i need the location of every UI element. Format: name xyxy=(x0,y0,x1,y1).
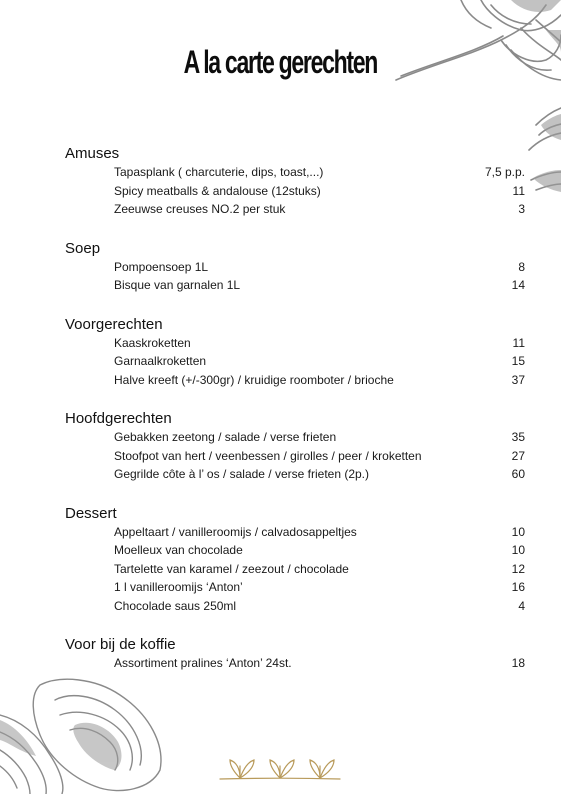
menu-item xyxy=(65,276,525,295)
menu xyxy=(65,145,525,694)
item-name: Garnaalkroketten xyxy=(114,354,207,368)
section-title: Soep xyxy=(65,239,101,257)
item-price: 10 xyxy=(511,543,525,557)
item-name: Stoofpot van hert / veenbessen / girolles / peer / kroketten xyxy=(114,448,422,463)
item-name: Gebakken zeetong / salade / verse frieten xyxy=(114,430,337,444)
menu-item xyxy=(65,163,525,182)
item-price: 27 xyxy=(511,448,525,463)
menu-section xyxy=(65,145,525,219)
item-price: 14 xyxy=(511,278,525,292)
section-title: Hoofdgerechten xyxy=(65,410,172,427)
page-title: A la carte gerechten xyxy=(183,44,378,80)
item-name: Moelleux van chocolade xyxy=(114,543,243,557)
item-price: 10 xyxy=(511,524,525,539)
item-price: 4 xyxy=(518,598,525,613)
wheat-ornament-icon xyxy=(218,752,342,786)
item-price: 3 xyxy=(518,202,525,216)
section-title: Voor bij de koffie xyxy=(65,636,176,653)
item-price: 12 xyxy=(511,561,525,576)
item-name: Chocolade saus 250ml xyxy=(114,598,237,613)
menu-item xyxy=(65,371,525,390)
menu-item xyxy=(65,428,525,447)
item-price: 7,5 p.p. xyxy=(484,165,525,179)
menu-item xyxy=(65,200,525,219)
menu-section xyxy=(65,505,525,616)
menu-item xyxy=(65,258,525,277)
item-name: Appeltaart / vanilleroomijs / calvadosappeltjes xyxy=(114,524,357,539)
menu-section xyxy=(65,410,525,484)
item-name: Gegrilde côte à l’ os / salade / verse frieten (2p.) xyxy=(114,467,370,481)
menu-item xyxy=(65,352,525,371)
item-name: Halve kreeft (+/-300gr) / kruidige roomboter / brioche xyxy=(114,372,394,387)
menu-item xyxy=(65,447,525,466)
section-title: Dessert xyxy=(65,504,117,522)
menu-item xyxy=(65,654,525,673)
section-title: Voorgerechten xyxy=(65,315,163,333)
item-price: 18 xyxy=(511,656,525,670)
item-name: Bisque van garnalen 1L xyxy=(114,278,241,292)
item-price: 60 xyxy=(511,467,525,481)
item-name: 1 l vanilleroomijs ‘Anton’ xyxy=(114,580,243,594)
menu-section xyxy=(65,240,525,295)
item-name: Zeeuwse creuses NO.2 per stuk xyxy=(114,202,286,216)
menu-item xyxy=(65,523,525,542)
menu-item xyxy=(65,541,525,560)
item-name: Tapasplank ( charcuterie, dips, toast,...) xyxy=(114,165,324,179)
item-name: Tartelette van karamel / zeezout / chocolade xyxy=(114,561,349,576)
menu-section xyxy=(65,316,525,390)
section-title: Amuses xyxy=(65,145,120,162)
item-name: Kaaskroketten xyxy=(114,335,191,350)
item-price: 8 xyxy=(518,259,525,274)
item-price: 15 xyxy=(511,354,525,368)
menu-section xyxy=(65,636,525,673)
item-name: Assortiment pralines ‘Anton’ 24st. xyxy=(114,656,292,670)
item-price: 16 xyxy=(511,580,525,594)
item-name: Pompoensoep 1L xyxy=(114,259,209,274)
item-price: 37 xyxy=(511,372,525,387)
item-price: 11 xyxy=(512,335,525,350)
item-name: Spicy meatballs & andalouse (12stuks) xyxy=(114,183,321,198)
menu-item xyxy=(65,578,525,597)
item-price: 35 xyxy=(511,430,525,444)
menu-item xyxy=(65,597,525,616)
menu-item xyxy=(65,560,525,579)
menu-item xyxy=(65,182,525,201)
item-price: 11 xyxy=(512,183,525,198)
menu-item xyxy=(65,465,525,484)
menu-item xyxy=(65,334,525,353)
